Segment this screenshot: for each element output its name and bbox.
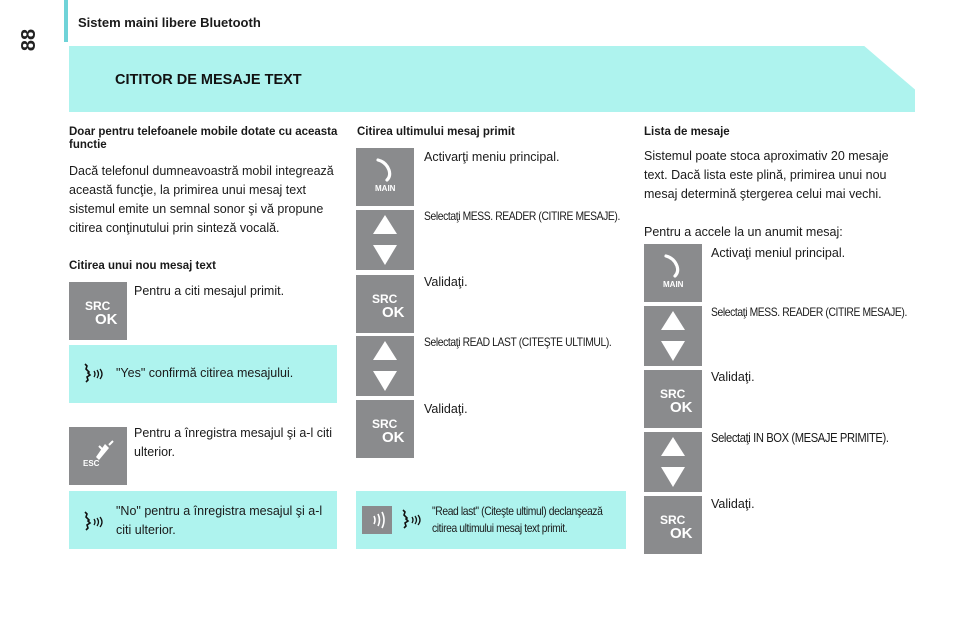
up-down-arrow-icon	[356, 336, 414, 396]
voice-command-icon	[82, 510, 104, 534]
src-ok-button	[644, 370, 702, 428]
col3-step-2: Selectaţi MESS. READER (CITIRE MESAJE).	[711, 305, 907, 319]
voice-no-text: "No" pentru a înregistra mesajul şi a-l citi ulterior.	[116, 504, 323, 537]
voice-command-icon	[400, 508, 422, 532]
section-name: Sistem maini libere Bluetooth	[78, 15, 261, 30]
up-down-arrows-button	[644, 306, 702, 366]
src-label: SRC	[372, 417, 398, 431]
voice-yes-text: "Yes" confirmă citirea mesajului.	[116, 366, 294, 380]
col2-step-4: Selectaţi READ LAST (CITEŞTE ULTIMUL).	[424, 335, 612, 349]
col3-step-4: Selectaţi IN BOX (MESAJE PRIMITE).	[711, 430, 889, 445]
col3-step-5: Validaţi.	[711, 497, 755, 511]
src-ok-button	[644, 496, 702, 554]
up-down-arrow-icon	[644, 306, 702, 366]
src-ok-button	[69, 282, 127, 340]
col3-intro: Sistemul poate stoca aproximativ 20 mesaje text. Dacă lista este plină, primirea unui nou mesaj determină ştergerea celui mai vechi.	[644, 149, 889, 201]
col2-step-1: Activarţi meniu principal.	[424, 150, 560, 164]
src-label: SRC	[372, 292, 398, 306]
up-down-arrows-button	[356, 336, 414, 396]
esc-button	[69, 427, 127, 485]
src-label: SRC	[85, 299, 111, 313]
up-down-arrow-icon	[356, 210, 414, 270]
read-last-text: "Read last" (Citeşte ultimul) declanşează citirea ultimului mesaj text primit.	[432, 504, 603, 535]
up-down-arrow-icon	[644, 432, 702, 492]
ok-label: OK	[670, 399, 693, 416]
col3-access: Pentru a accele la un anumit mesaj:	[644, 225, 843, 239]
col1-heading: Doar pentru telefoanele mobile dotate cu aceasta functie	[69, 126, 338, 151]
header-bar	[64, 0, 68, 42]
phone-icon	[356, 148, 414, 206]
main-button	[356, 148, 414, 206]
ok-label: OK	[382, 304, 405, 321]
main-button	[644, 244, 702, 302]
voice-button-icon	[362, 506, 392, 534]
src-ok-button	[356, 400, 414, 458]
up-down-arrows-button	[644, 432, 702, 492]
col2-heading: Citirea ultimului mesaj primit	[357, 126, 515, 138]
col1-step-read: Pentru a citi mesajul primit.	[134, 284, 285, 298]
up-down-arrows-button	[356, 210, 414, 270]
src-ok-button	[356, 275, 414, 333]
src-label: SRC	[660, 387, 686, 401]
ok-label: OK	[95, 311, 118, 328]
page-title: CITITOR DE MESAJE TEXT	[115, 72, 302, 88]
col1-step-save: Pentru a înregistra mesajul şi a-l citi ulterior.	[134, 426, 332, 459]
esc-label: ESC	[83, 459, 100, 468]
col2-step-2: Selectaţi MESS. READER (CITIRE MESAJE).	[424, 209, 620, 223]
main-label: MAIN	[663, 280, 684, 289]
phone-icon	[644, 244, 702, 302]
voice-command-icon	[82, 362, 104, 386]
ok-label: OK	[670, 525, 693, 542]
main-label: MAIN	[375, 184, 396, 193]
col2-step-5: Validaţi.	[424, 402, 468, 416]
col1-subheading: Citirea unui nou mesaj text	[69, 260, 216, 272]
col3-step-3: Validaţi.	[711, 370, 755, 384]
col3-step-1: Activaţi meniul principal.	[711, 246, 846, 260]
src-label: SRC	[660, 513, 686, 527]
col1-intro: Dacă telefonul dumneavoastră mobil integrează această funcţie, la primirea unui mesaj text sistemul emite un semnal sonor şi vă propune citirea conţinutului prin sinteză vocală.	[69, 164, 334, 235]
col2-step-3: Validaţi.	[424, 275, 468, 289]
page-number: 88	[17, 28, 40, 52]
col3-heading: Lista de mesaje	[644, 126, 730, 138]
ok-label: OK	[382, 429, 405, 446]
